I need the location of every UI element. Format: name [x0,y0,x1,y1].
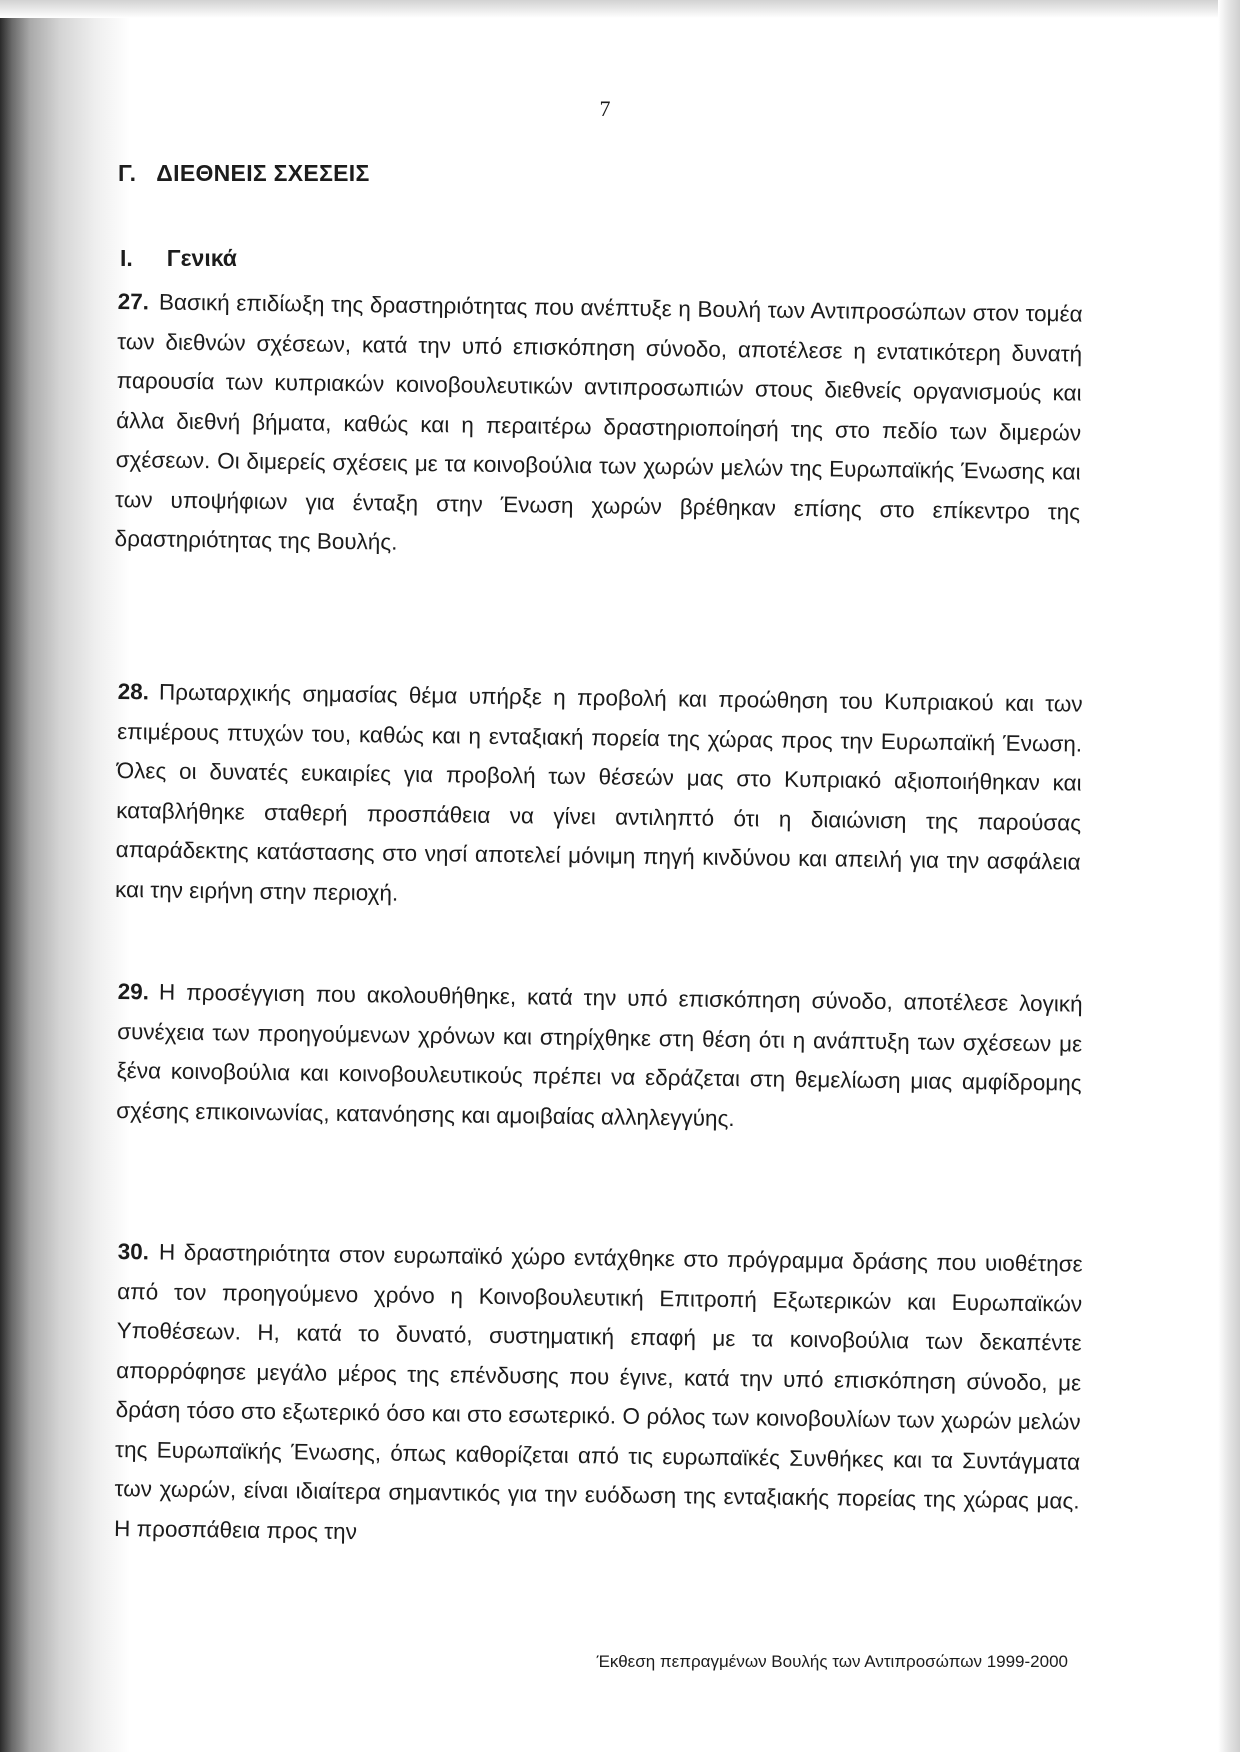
subsection-heading [120,245,237,272]
paragraph-number: 29. [117,978,150,1005]
paragraph-29 [116,972,1083,1143]
paragraph-number: 27. [117,288,150,315]
section-number: Γ. [118,160,137,186]
paragraph-number: 30. [117,1238,150,1265]
scan-binding-shadow [0,0,130,1752]
page-footer: Έκθεση πεπραγμένων Βουλής των Αντιπροσώπων 1999-2000 [596,1652,1068,1671]
page-number: 7 [599,96,611,121]
paragraph-28 [115,672,1083,922]
paragraph-text: Πρωταρχικής σημασίας θέμα υπήρξε η προβολή και προώθηση του Κυπριακού και των επιμέρους πτυχών του, καθώς και η ενταξιακή πορεία της χώρας προς την Ευρωπαϊκή Ένωση. Όλες οι δυνατές ευκαιρίες για προβολή των θέσεών μας στο Κυπριακό αξιοποιήθηκαν και καταβλήθηκε σταθερή προσπάθεια να γίνει αντιληπτό ότι η διαιώνιση της παρούσας απαράδεκτης κατάστασης στο νησί αποτελεί μόνιμη πηγή κινδύνου και απειλή για την ασφάλεια και την ειρήνη στην περιοχή. [114,679,1083,906]
paragraph-30 [114,1232,1083,1561]
paragraph-27 [114,282,1083,571]
paragraph-number: 28. [117,678,150,705]
paragraph-text: Βασική επιδίωξη της δραστηριότητας που ανέπτυξε η Βουλή των Αντιπροσώπων στον τομέα των διεθνών σχέσεων, κατά την υπό επισκόπηση σύνοδο, αποτέλεσε η εντατικότερη δυνατή παρουσία των κυπριακών κοινοβουλευτικών αντιπροσωπιών στους διεθνείς οργανισμούς και άλλα διεθνή βήματα, καθώς και η περαιτέρω δραστηριοποίησή της στο πεδίο των διμερών σχέσεων. Οι διμερείς σχέσεις με τα κοινοβούλια των χωρών μελών της Ευρωπαϊκής Ένωσης και των υποψήφιων για ένταξη στην Ένωση χωρών βρέθηκαν επίσης στο επίκεντρο της δραστηριότητας της Βουλής. [114,289,1083,555]
paragraph-text: Η προσέγγιση που ακολουθήθηκε, κατά την υπό επισκόπηση σύνοδο, αποτέλεσε λογική συνέχεια των προηγούμενων χρόνων και στηρίχθηκε στη θέση ότι η ανάπτυξη των σχέσεων με ξένα κοινοβούλια και κοινοβουλευτικούς πρέπει να εδράζεται στη θεμελίωση μιας αμφίδρομης σχέσης επικοινωνίας, κατανόησης και αμοιβαίας αλληλεγγύης. [116,979,1083,1131]
scan-top-edge [0,0,1240,18]
section-heading [118,160,370,187]
paragraph-text: Η δραστηριότητα στον ευρωπαϊκό χώρο εντάχθηκε στο πρόγραμμα δράσης που υιοθέτησε από τον προηγούμενο χρόνο η Κοινοβουλευτική Επιτροπή Εξωτερικών και Ευρωπαϊκών Υποθέσεων. Η, κατά το δυνατό, συστηματική επαφή με τα κοινοβούλια των δεκαπέντε απορρόφησε μεγάλο μέρος της επένδυσης που έγινε, κατά την υπό επισκόπηση σύνοδο, με δράση τόσο στο εξωτερικό όσο και στο εσωτερικό. Ο ρόλος των κοινοβουλίων των χωρών μελών της Ευρωπαϊκής Ένωσης, όπως καθορίζεται από τις ευρωπαϊκές Συνθήκες και τα Συντάγματα των χωρών, είναι ιδιαίτερα σημαντικός για την ευόδωση της ενταξιακής πορείας της χώρας μας. Η προσπάθεια προς την [113,1239,1083,1544]
section-title: ΔΙΕΘΝΕΙΣ ΣΧΕΣΕΙΣ [156,160,370,186]
scan-right-edge [1218,0,1240,1752]
subsection-number: Ι. [120,245,133,271]
subsection-title: Γενικά [166,245,237,271]
